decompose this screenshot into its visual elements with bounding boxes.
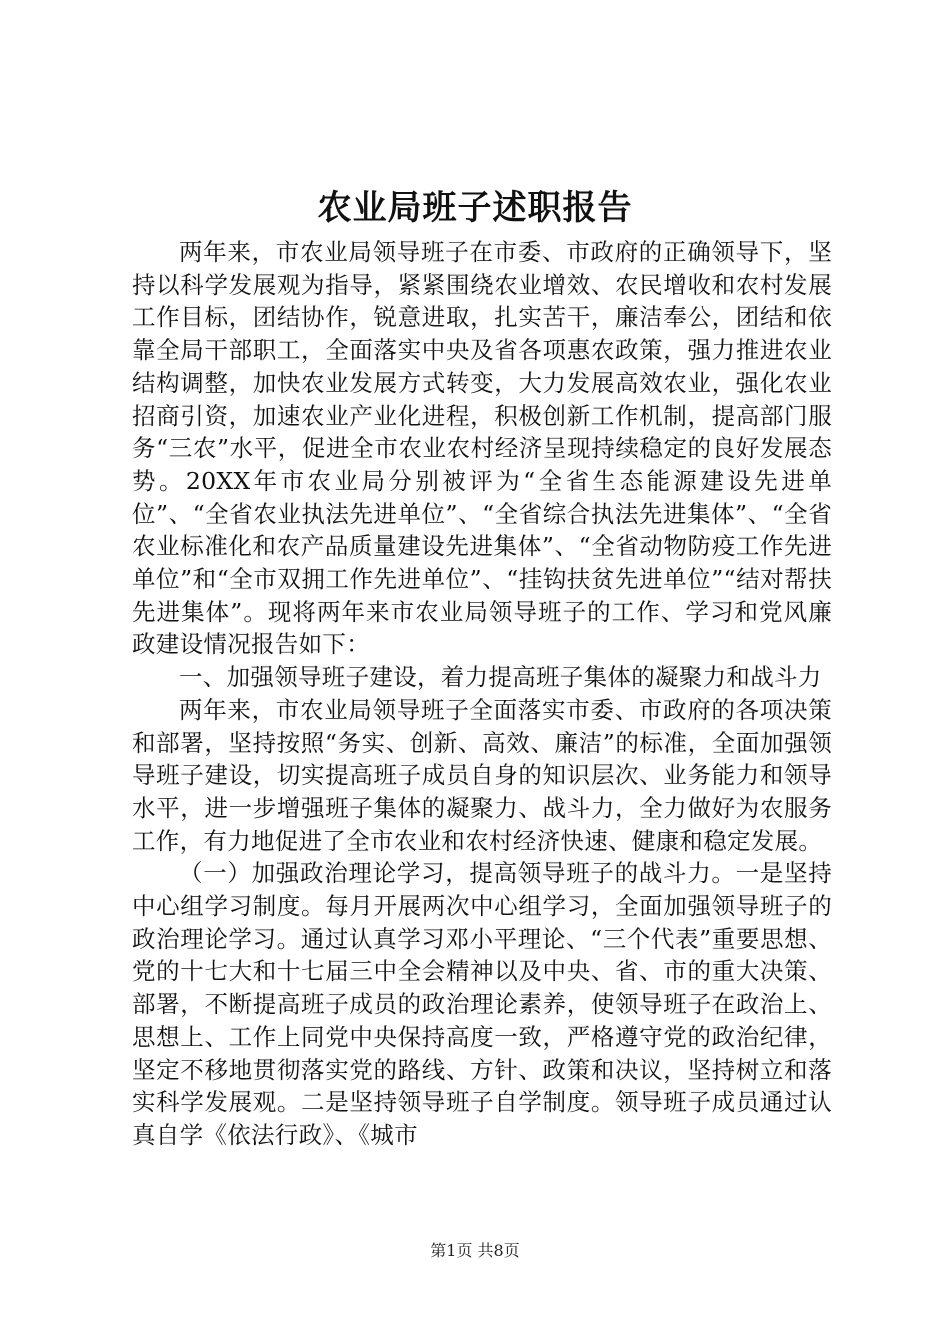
document-body — [132, 236, 832, 1152]
document-title: 农业局班子述职报告 — [317, 188, 633, 228]
paragraph-intro: 两年来，市农业局领导班子在市委、市政府的正确领导下，坚持以科学发展观为指导，紧紧围绕农业增效、农民增收和农村发展工作目标，团结协作，锐意进取，扎实苦干，廉洁奉公，团结和依靠全局干部职工，全面落实中央及省各项惠农政策，强力推进农业结构调整，加快农业发展方式转变，大力发展高效农业，强化农业招商引资，加速农业产业化进程，积极创新工作机制，提高部门服务“三农”水平，促进全市农业农村经济呈现持续稳定的良好发展态势。20XX年市农业局分别被评为“全省生态能源建设先进单位”、“全省农业执法先进单位”、“全省综合执法先进集体”、“全省农业标准化和农产品质量建设先进集体”、“全省动物防疫工作先进单位”和“全市双拥工作先进单位”、“挂钩扶贫先进单位”“结对帮扶先进集体”。现将两年来市农业局领导班子的工作、学习和党风廉政建设情况报告如下： — [132, 238, 832, 659]
paragraph-section-1: 两年来，市农业局领导班子全面落实市委、市政府的各项决策和部署，坚持按照“务实、创新、高效、廉洁”的标准，全面加强领导班子建设，切实提高班子成员自身的知识层次、业务能力和领导水平，进一步增强班子集体的凝聚力、战斗力，全力做好为农服务工作，有力地促进了全市农业和农村经济快速、健康和稳定发展。 — [132, 695, 832, 855]
paragraph-subsection-1: （一）加强政治理论学习，提高领导班子的战斗力。一是坚持中心组学习制度。每月开展两次中心组学习，全面加强领导班子的政治理论学习。通过认真学习邓小平理论、“三个代表”重要思想、党的十七大和十七届三中全会精神以及中央、省、市的重大决策、部署，不断提高班子成员的政治理论素养，使领导班子在政治上、思想上、工作上同党中央保持高度一致，严格遵守党的政治纪律，坚定不移地贯彻落实党的路线、方针、政策和决议，坚持树立和落实科学发展观。二是坚持领导班子自学制度。领导班子成员通过认真自学《依法行政》、《城市 — [132, 859, 832, 1149]
page-number-footer: 第1页 共8页 — [430, 1241, 520, 1260]
section-heading-1: 一、加强领导班子建设，着力提高班子集体的凝聚力和战斗力 — [179, 663, 822, 692]
